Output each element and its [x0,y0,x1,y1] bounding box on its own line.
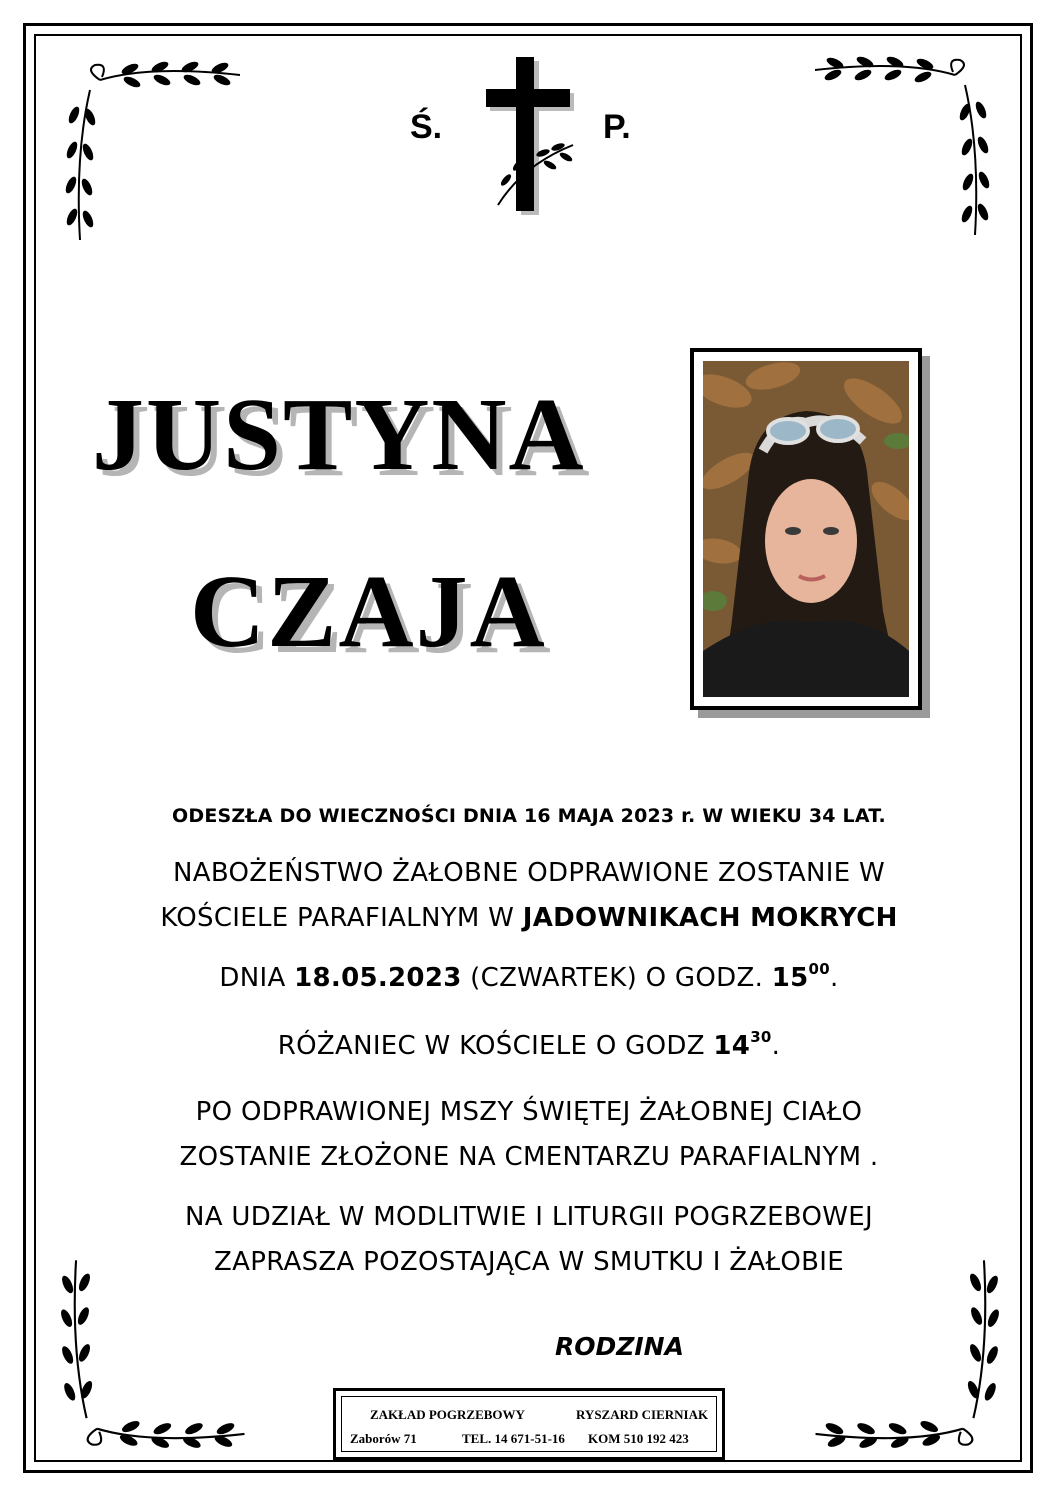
portrait-photo [703,361,909,697]
header-letter-right: P. [603,108,631,146]
cross-icon [478,55,588,220]
death-date-line: ODESZŁA DO WIECZNOŚCI DNIA 16 MAJA 2023 r. W WIEKU 34 LAT. [172,805,886,827]
portrait-frame [690,348,922,710]
laurel-top-left-icon [60,55,250,245]
place-name: JADOWNIKACH MOKRYCH [522,903,898,933]
funeral-home-phone: TEL. 14 671-51-16 [462,1431,565,1446]
service-hour: 15 [771,963,809,993]
funeral-home-name: ZAKŁAD POGRZEBOWY [370,1407,525,1422]
funeral-home-box [333,1388,725,1460]
signature: RODZINA [555,1332,684,1361]
funeral-home-address: Zaborów 71 [350,1431,417,1446]
funeral-home-owner: RYSZARD CIERNIAK [576,1407,709,1422]
laurel-bottom-right-icon [805,1255,1005,1455]
header-letter-left: Ś. [410,108,443,146]
invitation-line-2: ZAPRASZA POZOSTAJĄCA W SMUTKU I ŻAŁOBIE [214,1247,844,1277]
burial-line-2: ZOSTANIE ZŁOŻONE NA CMENTARZU PARAFIALNYM . [179,1142,879,1172]
service-line-2: KOŚCIELE PARAFIALNYM W JADOWNIKACH MOKRYCH [160,903,898,933]
service-date-line: DNIA 18.05.2023 (CZWARTEK) O GODZ. $15^{00}$. [219,960,839,993]
rosary-line: RÓŻANIEC W KOŚCIELE O GODZ $14^{30}$. [277,1028,781,1061]
burial-line-1: PO ODPRAWIONEJ MSZY ŚWIĘTEJ ŻAŁOBNEJ CIAŁO [195,1097,863,1127]
invitation-line-1: NA UDZIAŁ W MODLITWIE I LITURGII POGRZEBOWEJ [185,1202,873,1232]
last-name: CZAJA [190,554,547,669]
first-name: JUSTYNA [92,377,586,492]
rosary-hour: 14 [713,1031,751,1061]
service-date: 18.05.2023 [294,963,462,993]
service-line-1: NABOŻEŃSTWO ŻAŁOBNE ODPRAWIONE ZOSTANIE W [172,858,885,888]
funeral-home-mobile: KOM 510 192 423 [588,1431,689,1446]
laurel-bottom-left-icon [55,1255,255,1455]
laurel-top-right-icon [805,45,995,245]
